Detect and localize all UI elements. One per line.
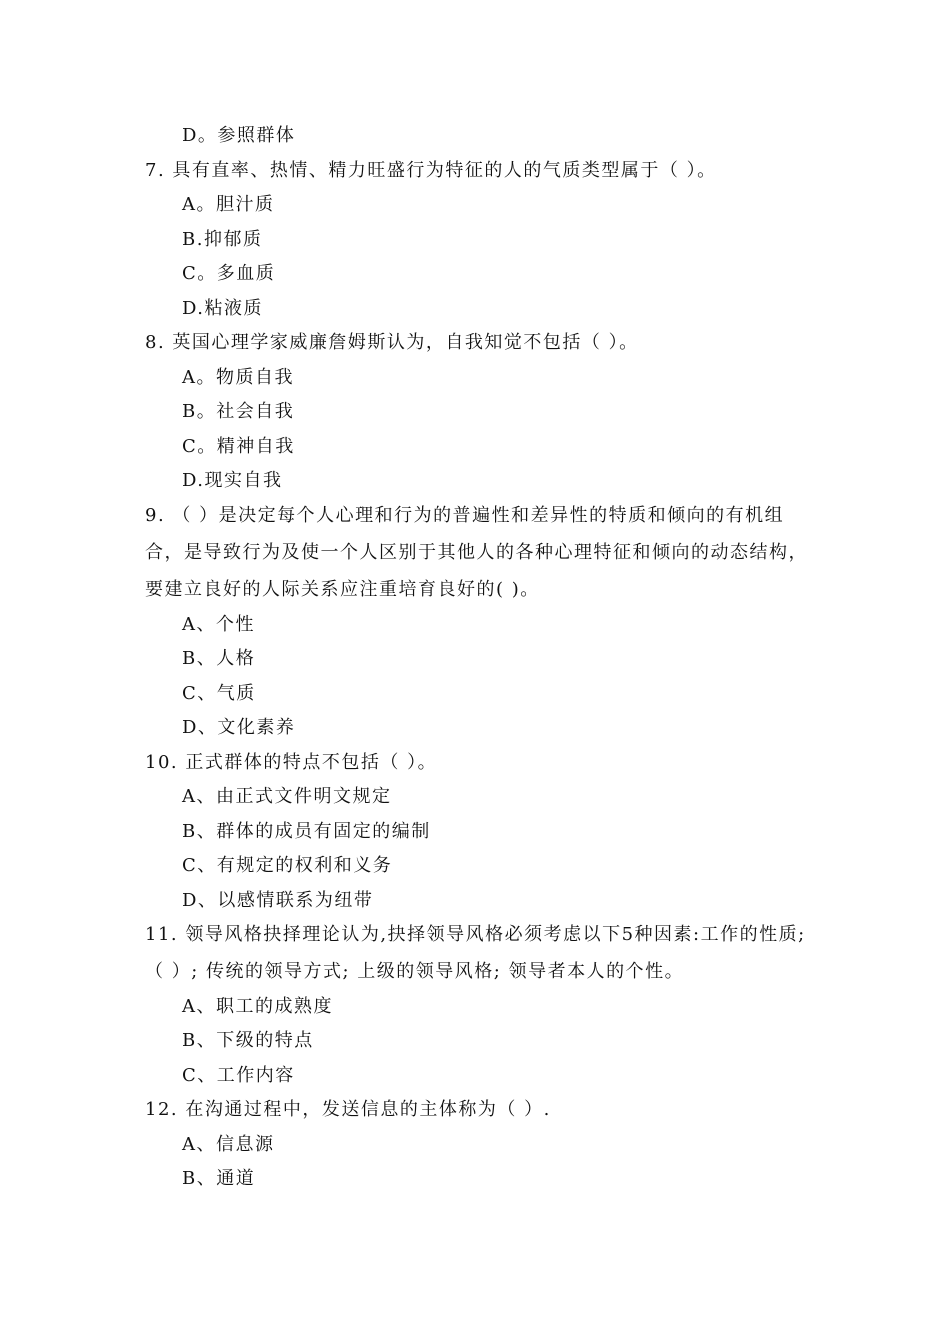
option-line: C。多血质 xyxy=(182,263,276,284)
option-line: A、由正式文件明文规定 xyxy=(182,786,392,807)
option-line: C、气质 xyxy=(182,683,256,704)
question-line: 要建立良好的人际关系应注重培育良好的( )。 xyxy=(145,579,540,600)
option-line: D.现实自我 xyxy=(182,470,283,491)
option-line: C、有规定的权利和义务 xyxy=(182,855,393,876)
option-line: B、人格 xyxy=(182,648,256,669)
option-line: A。胆汁质 xyxy=(182,194,275,215)
option-line: A。物质自我 xyxy=(182,367,294,388)
option-line: B.抑郁质 xyxy=(182,229,263,250)
option-line: A、职工的成熟度 xyxy=(182,996,333,1017)
question-line: 7. 具有直率、热情、精力旺盛行为特征的人的气质类型属于（ ）。 xyxy=(145,160,717,181)
option-line: B、通道 xyxy=(182,1168,256,1189)
option-line: C。精神自我 xyxy=(182,436,295,457)
option-line: D。参照群体 xyxy=(182,125,296,146)
option-line: B、下级的特点 xyxy=(182,1030,314,1051)
question-line: （ ）; 传统的领导方式; 上级的领导风格; 领导者本人的个性。 xyxy=(145,961,685,982)
option-line: C、工作内容 xyxy=(182,1065,295,1086)
option-line: B。社会自我 xyxy=(182,401,295,422)
question-line: 9. （ ）是决定每个人心理和行为的普遍性和差异性的特质和倾向的有机组 xyxy=(145,505,785,526)
question-line: 11. 领导风格抉择理论认为,抉择领导风格必须考虑以下5种因素:工作的性质; xyxy=(145,924,806,945)
option-line: A、信息源 xyxy=(182,1134,275,1155)
question-line: 12. 在沟通过程中，发送信息的主体称为（ ）. xyxy=(145,1099,551,1120)
option-line: D、以感情联系为纽带 xyxy=(182,890,374,911)
question-line: 合，是导致行为及使一个人区别于其他人的各种心理特征和倾向的动态结构， xyxy=(145,542,808,563)
question-line: 8. 英国心理学家威廉詹姆斯认为，自我知觉不包括（ ）。 xyxy=(145,332,639,353)
option-line: D、文化素养 xyxy=(182,717,296,738)
option-line: D.粘液质 xyxy=(182,298,264,319)
option-line: A、个性 xyxy=(182,614,255,635)
question-line: 10. 正式群体的特点不包括（ ）。 xyxy=(145,752,438,773)
option-line: B、群体的成员有固定的编制 xyxy=(182,821,431,842)
